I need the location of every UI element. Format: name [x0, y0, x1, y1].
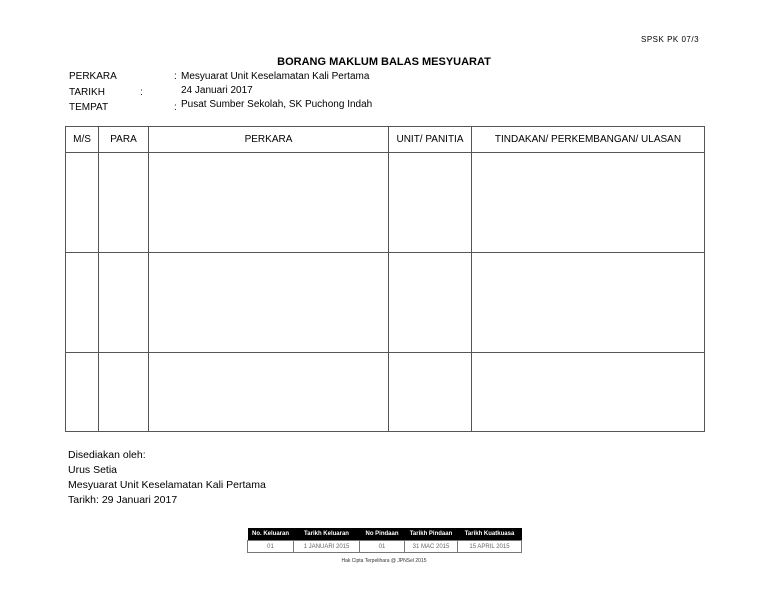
table-cell[interactable] — [389, 353, 472, 432]
prepared-role: Urus Setia — [68, 464, 118, 476]
copyright-notice: Hak Cipta Terpelihara @ JPNSel 2015 — [341, 558, 427, 564]
prepared-committee: Mesyuarat Unit Keselamatan Kali Pertama — [68, 479, 266, 491]
meta-label-tarikh: TARIKH — [69, 87, 105, 98]
table-cell[interactable] — [99, 253, 149, 353]
table-cell[interactable] — [472, 253, 705, 353]
table-row — [66, 253, 705, 353]
page-title: BORANG MAKLUM BALAS MESYUARAT — [277, 56, 491, 68]
doc-header-no-keluaran: No. Keluaran — [248, 528, 294, 541]
header-perkara: PERKARA — [149, 127, 389, 153]
feedback-table — [65, 126, 705, 432]
table-cell[interactable] — [149, 153, 389, 253]
table-cell[interactable] — [472, 353, 705, 432]
doc-value-tarikh-pindaan: 31 MAC 2015 — [405, 541, 458, 553]
table-cell[interactable] — [149, 253, 389, 353]
doc-value-tarikh-keluaran: 1 JANUARI 2015 — [294, 541, 360, 553]
table-cell[interactable] — [99, 353, 149, 432]
header-tindakan: TINDAKAN/ PERKEMBANGAN/ ULASAN — [472, 127, 705, 153]
prepared-by-label: Disediakan oleh: — [68, 449, 146, 461]
table-cell[interactable] — [66, 253, 99, 353]
doc-header-tarikh-kuatkuasa: Tarikh Kuatkuasa — [458, 528, 522, 541]
doc-header-tarikh-keluaran: Tarikh Keluaran — [294, 528, 360, 541]
table-cell[interactable] — [66, 153, 99, 253]
table-cell[interactable] — [389, 153, 472, 253]
doc-value-no-pindaan: 01 — [360, 541, 405, 553]
header-unit-panitia: UNIT/ PANITIA — [389, 127, 472, 153]
table-row — [66, 353, 705, 432]
meta-value-tarikh: 24 Januari 2017 — [181, 85, 253, 96]
table-row — [66, 153, 705, 253]
table-cell[interactable] — [472, 153, 705, 253]
meta-value-tempat: Pusat Sumber Sekolah, SK Puchong Indah — [181, 99, 373, 110]
doc-control-header-row — [248, 528, 522, 541]
meta-colon-tarikh: : — [140, 87, 143, 98]
table-cell[interactable] — [66, 353, 99, 432]
doc-value-tarikh-kuatkuasa: 15 APRIL 2015 — [458, 541, 522, 553]
header-para: PARA — [99, 127, 149, 153]
table-cell[interactable] — [99, 153, 149, 253]
prepared-date: Tarikh: 29 Januari 2017 — [68, 494, 178, 506]
table-cell[interactable] — [389, 253, 472, 353]
doc-value-no-keluaran: 01 — [248, 541, 294, 553]
header-ms: M/S — [66, 127, 99, 153]
doc-header-tarikh-pindaan: Tarikh Pindaan — [405, 528, 458, 541]
meta-label-tempat: TEMPAT — [69, 102, 109, 113]
meta-colon-perkara: : — [174, 71, 177, 82]
form-code: SPSK PK 07/3 — [641, 35, 700, 44]
document-control-table — [247, 528, 522, 553]
meta-colon-tempat: : — [174, 102, 177, 113]
doc-header-no-pindaan: No Pindaan — [360, 528, 405, 541]
table-cell[interactable] — [149, 353, 389, 432]
doc-control-value-row — [248, 541, 522, 553]
meta-value-perkara: Mesyuarat Unit Keselamatan Kali Pertama — [181, 71, 370, 82]
meta-label-perkara: PERKARA — [69, 71, 117, 82]
table-header-row — [66, 127, 705, 153]
